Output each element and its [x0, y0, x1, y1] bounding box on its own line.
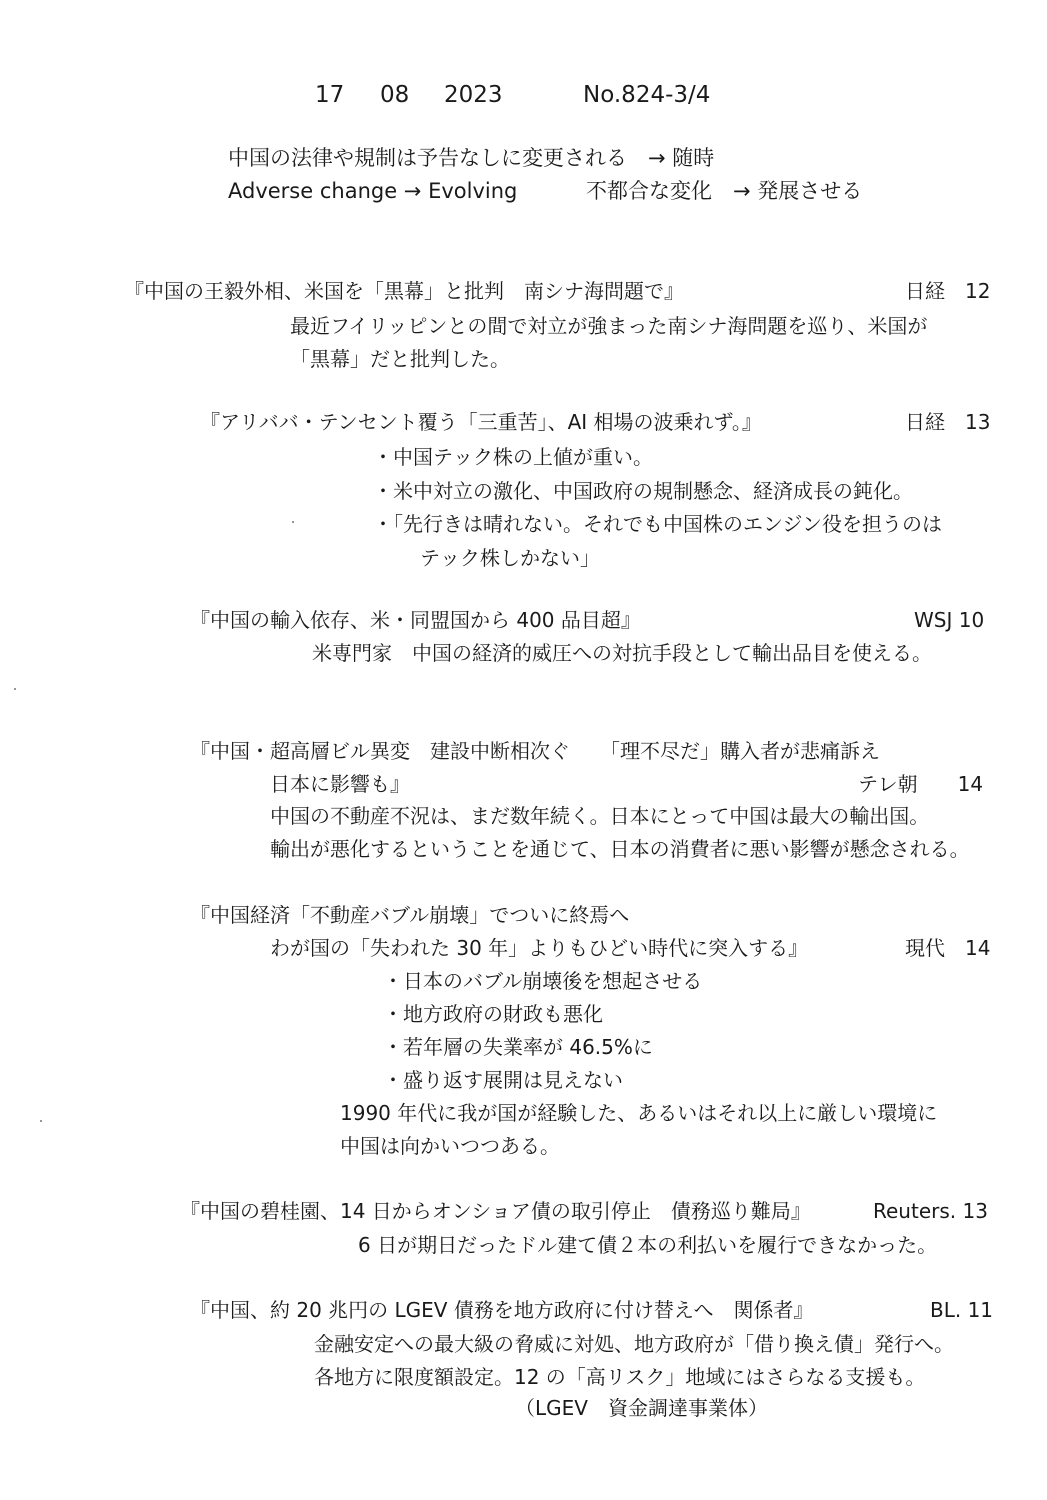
article-2-title: 『アリババ・テンセント覆う「三重苦」、AI 相場の波乗れず。』	[200, 410, 762, 434]
article-2-bullet-1: ・中国テック株の上値が重い。	[373, 445, 653, 469]
article-2-source: 日経 13	[905, 410, 991, 434]
article-1-body-2: 「黒幕」だと批判した。	[290, 347, 510, 371]
article-3-title: 『中国の輸入依存、米・同盟国から 400 品目超』	[190, 608, 641, 632]
header-month: 08	[380, 82, 410, 108]
article-7-source: BL. 11	[930, 1298, 994, 1322]
article-2-bullet-3: ・「先行きは晴れない。それでも中国株のエンジン役を担うのは	[373, 512, 942, 536]
article-5-body-2: 中国は向かいつつある。	[340, 1134, 560, 1158]
article-5-bullet-2: ・地方政府の財政も悪化	[383, 1002, 603, 1026]
article-2-bullet-3-cont: テック株しかない」	[420, 546, 600, 570]
article-5-bullet-4: ・盛り返す展開は見えない	[383, 1068, 623, 1092]
header-day: 17	[315, 82, 345, 108]
intro-line-1: 中国の法律や規制は予告なしに変更される → 随時	[228, 146, 715, 170]
article-3-body-1: 米専門家 中国の経済的威圧への対抗手段として輸出品目を使える。	[312, 641, 932, 665]
article-4-title: 『中国・超高層ビル異変 建設中断相次ぐ 「理不尽だ」購入者が悲痛訴え	[190, 739, 880, 763]
article-1-body-1: 最近フイリッピンとの間で対立が強まった南シナ海問題を巡り、米国が	[290, 314, 928, 338]
article-5-title: 『中国経済「不動産バブル崩壊」でついに終焉へ	[190, 903, 630, 927]
intro-line-2-en: Adverse change → Evolving	[228, 179, 518, 203]
article-4-body-1: 中国の不動産不況は、まだ数年続く。日本にとって中国は最大の輸出国。	[270, 804, 930, 828]
article-6-source: Reuters. 13	[873, 1199, 988, 1223]
article-7-body-2: 各地方に限度額設定。12 の「高リスク」地域にはさらなる支援も。	[314, 1365, 926, 1389]
article-7-note: （LGEV 資金調達事業体）	[515, 1396, 768, 1420]
article-3-source: WSJ 10	[914, 608, 985, 632]
article-7-body-1: 金融安定への最大級の脅威に対処、地方政府が「借り換え債」発行へ。	[314, 1332, 954, 1356]
article-5-bullet-1: ・日本のバブル崩壊後を想起させる	[383, 969, 703, 993]
article-4-source: テレ朝 14	[858, 772, 984, 796]
article-5-body-1: 1990 年代に我が国が経験した、あるいはそれ以上に厳しい環境に	[340, 1101, 938, 1125]
article-4-title-2: 日本に影響も』	[270, 772, 410, 796]
article-7-title: 『中国、約 20 兆円の LGEV 債務を地方政府に付け替えへ 関係者』	[190, 1298, 814, 1322]
article-5-source: 現代 14	[905, 936, 991, 960]
article-5-title-2: わが国の「失われた 30 年」よりもひどい時代に突入する』	[270, 936, 809, 960]
article-2-bullet-2: ・米中対立の激化、中国政府の規制懸念、経済成長の鈍化。	[373, 479, 913, 503]
article-6-title: 『中国の碧桂園、14 日からオンショア債の取引停止 債務巡り難局』	[180, 1199, 811, 1223]
intro-line-2-jp: 不都合な変化 → 発展させる	[586, 179, 863, 203]
header-issue: No.824-3/4	[583, 82, 711, 108]
article-5-bullet-3: ・若年層の失業率が 46.5%に	[383, 1035, 653, 1059]
article-1-source: 日経 12	[905, 279, 991, 303]
article-6-body-1: 6 日が期日だったドル建て債２本の利払いを履行できなかった。	[358, 1233, 938, 1257]
article-4-body-2: 輸出が悪化するということを通じて、日本の消費者に悪い影響が懸念される。	[270, 837, 970, 861]
header-year: 2023	[444, 82, 503, 108]
article-1-title: 『中国の王毅外相、米国を「黒幕」と批判 南シナ海問題で』	[124, 279, 684, 303]
